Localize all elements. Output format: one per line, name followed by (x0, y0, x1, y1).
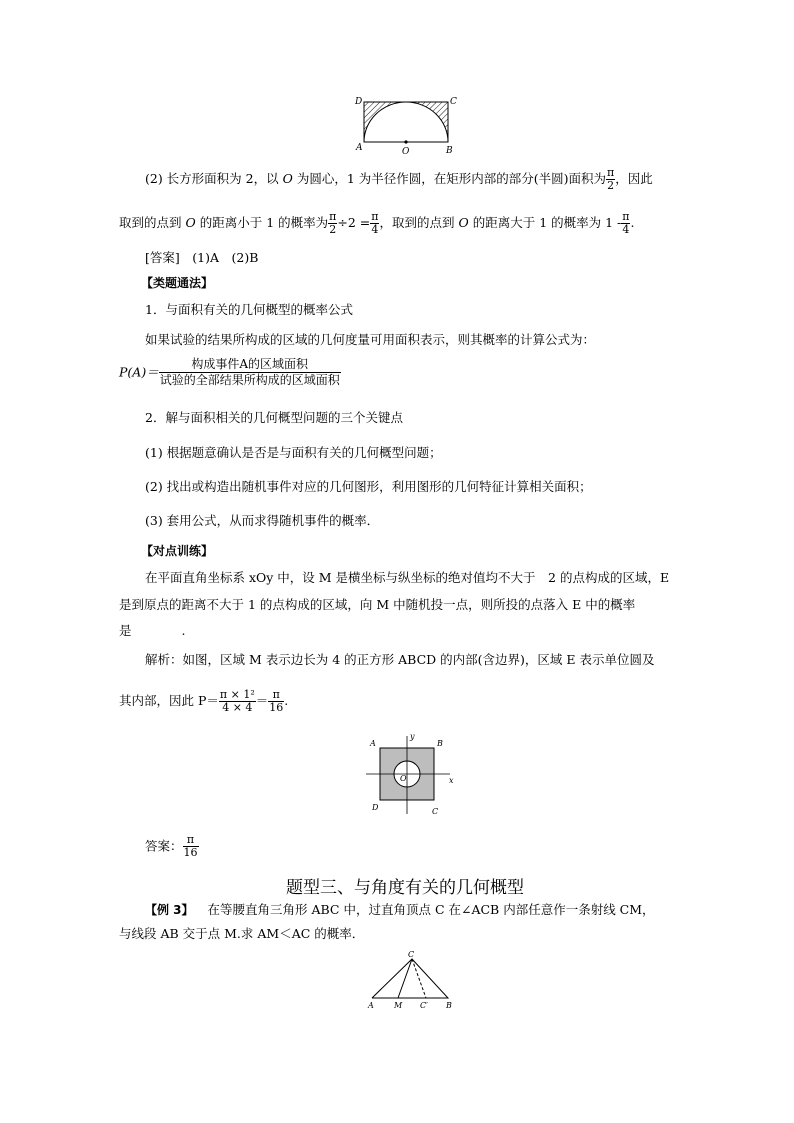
heading-type-3: 题型三、与角度有关的几何概型 (286, 878, 524, 898)
example-tag: 【例 3】 (145, 903, 194, 917)
label-d: D (372, 803, 379, 812)
point2-title: 2．解与面积相关的几何概型问题的三个关键点 (145, 410, 403, 425)
label-x: x (449, 776, 454, 785)
solution-line1: 解析：如图，区域 M 表示边长为 4 的正方形 ABCD 的内部(含边界)，区域 E 表示单位圆及 (145, 652, 655, 667)
para2-text-a: (2) 长方形面积为 2，以 (145, 171, 279, 186)
answer-1: [答案] (1)A (2)B (145, 250, 259, 265)
label-b: B (446, 1001, 452, 1010)
exercise-line1: 在平面直角坐标系 xOy 中，设 M 是横坐标与纵坐标的绝对值均不大于 2 的点构成的区域，E (145, 570, 670, 585)
section-leitong: 【类题通法】 (141, 276, 214, 290)
example3-line2: 与线段 AB 交于点 M.求 AM＜AC 的概率． (119, 926, 365, 941)
key-point-1: (1) 根据题意确认是否是与面积有关的几何概型问题； (145, 445, 442, 460)
label-b: B (437, 739, 443, 748)
point1-text: 如果试验的结果所构成的区域的几何度量可用面积表示，则其概率的计算公式为： (145, 332, 596, 347)
key-point-2: (2) 找出或构造出随机事件对应的几何图形，利用图形的几何特征计算相关面积； (145, 479, 592, 494)
label-a: A (370, 739, 376, 748)
label-d: D (355, 97, 363, 107)
ray-cm (398, 959, 412, 998)
answer-2: 答案： $\frac{\pi}{16}$ (145, 833, 198, 859)
label-o: O (400, 774, 407, 783)
key-point-3: (3) 套用公式，从而求得随机事件的概率． (145, 513, 380, 528)
solution-line2: 其内部，因此 P＝ $\frac{\text{π × 1²}}{4 \times 4}$ ＝ $\frac{\pi}{16}$ . (119, 688, 289, 714)
label-y: y (410, 732, 415, 741)
label-c: C (450, 97, 457, 107)
label-b: B (446, 146, 453, 156)
label-a: A (356, 143, 363, 153)
para2-line1: (2) 长方形面积为 2，以 O 为圆心，1 为半径作圆，在矩形内部的部分(半圆)面积为 $\frac{\pi}{2}$ ，因此 (145, 166, 653, 192)
label-c-prime: C′ (420, 1001, 428, 1010)
figure-square-circle (360, 730, 460, 818)
probability-formula: P(A)＝ $\frac{\text{构成事件A的区域面积}}{\text{试验的全部结果所构成的区域面积}}$ (119, 357, 340, 387)
ray-cc-prime (412, 959, 426, 998)
center-point-o (404, 140, 407, 143)
point1-title: 1．与面积有关的几何概型的概率公式 (145, 302, 353, 317)
section-duidian: 【对点训练】 (141, 544, 214, 558)
label-o: O (402, 147, 410, 156)
example3-line1: 【例 3】 在等腰直角三角形 ABC 中，过直角顶点 C 在∠ACB 内部任意作一条射线 CM， (145, 902, 655, 917)
fraction-pi-over-2: $\frac{\pi}{2}$ (607, 166, 615, 192)
label-a: A (368, 1001, 374, 1010)
label-c: C (432, 807, 439, 816)
para2-line2: 取到的点到 O 的距离小于 1 的概率为 $\frac{\pi}{2}$ ÷2 = $\frac{\pi}{4}$ ，取到的点到 O 的距离大于 1 的概率为 1 - $\frac{\pi}{4}$ . (119, 210, 635, 236)
figure-isosceles-triangle (360, 948, 460, 1012)
exercise-line3: 是 . (119, 623, 186, 638)
label-c: C (408, 950, 415, 959)
label-m: M (394, 1001, 403, 1010)
figure-semicircle-rectangle (350, 92, 465, 156)
exercise-line2: 是到原点的距离不大于 1 的点构成的区域，向 M 中随机投一点，则所投的点落入 E 中的概率 (119, 597, 636, 612)
